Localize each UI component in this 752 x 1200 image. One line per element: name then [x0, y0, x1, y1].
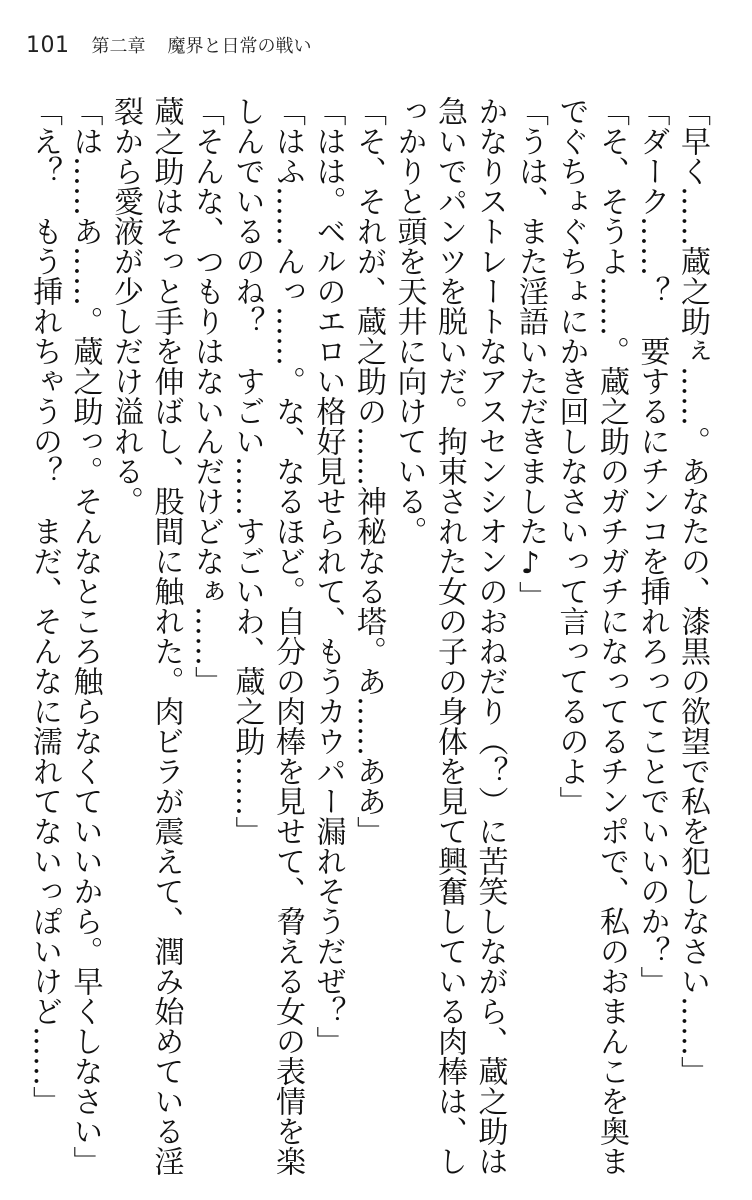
vertical-body-text — [22, 96, 712, 1176]
paragraph: かなりストレートなアスセンシオンのおねだり（？）に苦笑しながら、蔵之助は急いでパンツを脱いだ。拘束された女の子の身体を見て興奮している肉棒は、しっかりと頭を天井に向けている。 — [391, 96, 508, 1176]
paragraph: 「そんな、つもりはないんだけどなぁ……」 — [189, 96, 224, 696]
paragraph: 蔵之助はそっと手を伸ばし、股間に触れた。肉ビラが震えて、潤み始めている淫裂から愛液が少しだけ溢れる。 — [108, 96, 184, 1176]
paragraph: 「うは、また淫語いただきました♪」 — [513, 96, 548, 611]
paragraph: 「早く……蔵之助ぇ……。あなたの、漆黒の欲望で私を犯しなさい……」 — [675, 96, 710, 1086]
paragraph: 「はは。ベルのエロい格好見せられて、もうカウパー漏れそうだぜ？」 — [310, 96, 346, 1056]
paragraph: 「ダーク……？ 要するにチンコを挿れろってことでいいのか？」 — [634, 96, 670, 996]
paragraph: 「え？ もう挿れちゃうの？ まだ、そんなに濡れてないっぽいけど……」 — [27, 96, 62, 1116]
page-number: 101 — [26, 33, 70, 58]
paragraph: 「そ、そうよ……。蔵之助のガチガチになってるチンポで、私のおまんこを奥までぐちょぐちょにかき回しなさいって言ってるのよ」 — [553, 96, 629, 1176]
paragraph: 「そ、それが、蔵之助の……神秘なる塔。あ……ああ」 — [351, 96, 386, 846]
paragraph: 「はふ……んっ……。な、なるほど。自分の肉棒を見せて、脅える女の表情を楽しんでいるのね？ すごい……すごいわ、蔵之助……」 — [229, 96, 305, 1176]
chapter-label: 第二章 — [91, 36, 146, 57]
paragraph: 「は……あ……。蔵之助っ。そんなところ触らなくていいから。早くしなさい」 — [67, 96, 103, 1176]
running-header — [26, 32, 312, 60]
section-title: 魔界と日常の戦い — [167, 36, 312, 57]
